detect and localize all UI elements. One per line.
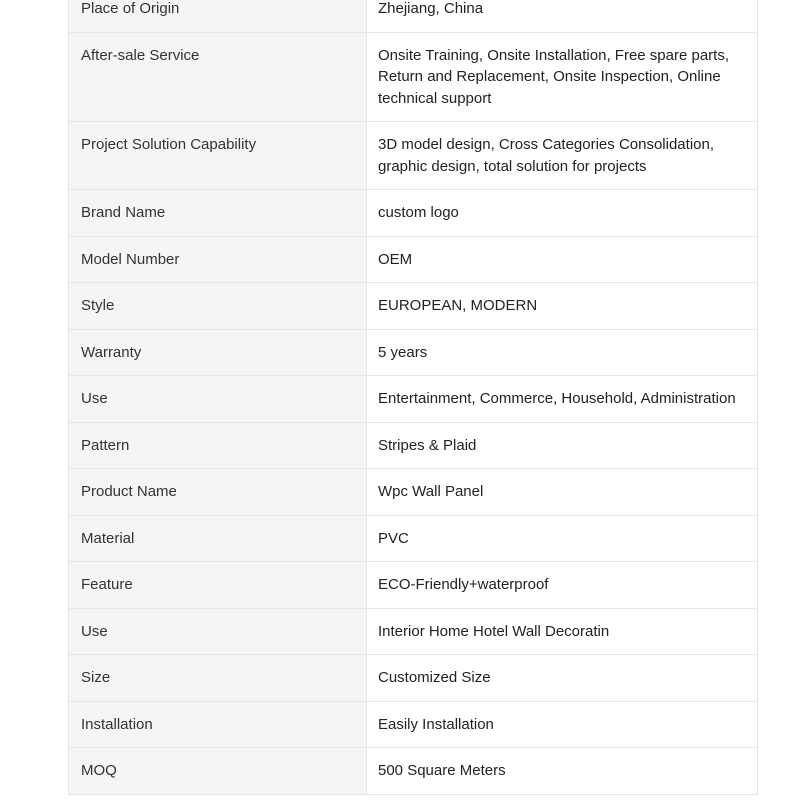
spec-value: 500 Square Meters: [367, 748, 757, 794]
spec-key: Size: [69, 655, 367, 701]
spec-key: MOQ: [69, 748, 367, 794]
spec-key: Use: [69, 609, 367, 655]
spec-key: Warranty: [69, 330, 367, 376]
spec-key: Installation: [69, 702, 367, 748]
spec-key: Feature: [69, 562, 367, 608]
spec-value: OEM: [367, 237, 757, 283]
spec-value: Entertainment, Commerce, Household, Administration: [367, 376, 757, 422]
spec-key: Material: [69, 516, 367, 562]
spec-row-after-sale-service: [69, 33, 757, 123]
spec-row-brand-name: [69, 190, 757, 237]
spec-row-product-name: [69, 469, 757, 516]
spec-value: Zhejiang, China: [367, 0, 757, 32]
spec-key: Place of Origin: [69, 0, 367, 32]
spec-row-use: [69, 376, 757, 423]
spec-row-model-number: [69, 237, 757, 284]
spec-key: After-sale Service: [69, 33, 367, 122]
spec-row-moq: [69, 748, 757, 795]
spec-value: custom logo: [367, 190, 757, 236]
spec-key: Use: [69, 376, 367, 422]
spec-row-use-2: [69, 609, 757, 656]
spec-key: Brand Name: [69, 190, 367, 236]
spec-row-project-solution-capability: [69, 122, 757, 190]
spec-value: Customized Size: [367, 655, 757, 701]
spec-row-installation: [69, 702, 757, 749]
spec-row-style: [69, 283, 757, 330]
spec-value: EUROPEAN, MODERN: [367, 283, 757, 329]
spec-key: Product Name: [69, 469, 367, 515]
spec-value: Stripes & Plaid: [367, 423, 757, 469]
spec-row-material: [69, 516, 757, 563]
spec-row-warranty: [69, 330, 757, 377]
spec-value: Onsite Training, Onsite Installation, Free spare parts, Return and Replacement, Onsite Inspection, Online technical support: [367, 33, 757, 122]
spec-row-feature: [69, 562, 757, 609]
spec-value: Wpc Wall Panel: [367, 469, 757, 515]
spec-key: Model Number: [69, 237, 367, 283]
spec-value: PVC: [367, 516, 757, 562]
spec-row-pattern: [69, 423, 757, 470]
product-spec-table: [68, 0, 758, 795]
spec-row-place-of-origin: [69, 0, 757, 33]
spec-value: Easily Installation: [367, 702, 757, 748]
spec-key: Pattern: [69, 423, 367, 469]
spec-value: 5 years: [367, 330, 757, 376]
spec-value: 3D model design, Cross Categories Consolidation, graphic design, total solution for projects: [367, 122, 757, 189]
spec-key: Style: [69, 283, 367, 329]
spec-value: Interior Home Hotel Wall Decoratin: [367, 609, 757, 655]
spec-value: ECO-Friendly+waterproof: [367, 562, 757, 608]
spec-key: Project Solution Capability: [69, 122, 367, 189]
spec-row-size: [69, 655, 757, 702]
